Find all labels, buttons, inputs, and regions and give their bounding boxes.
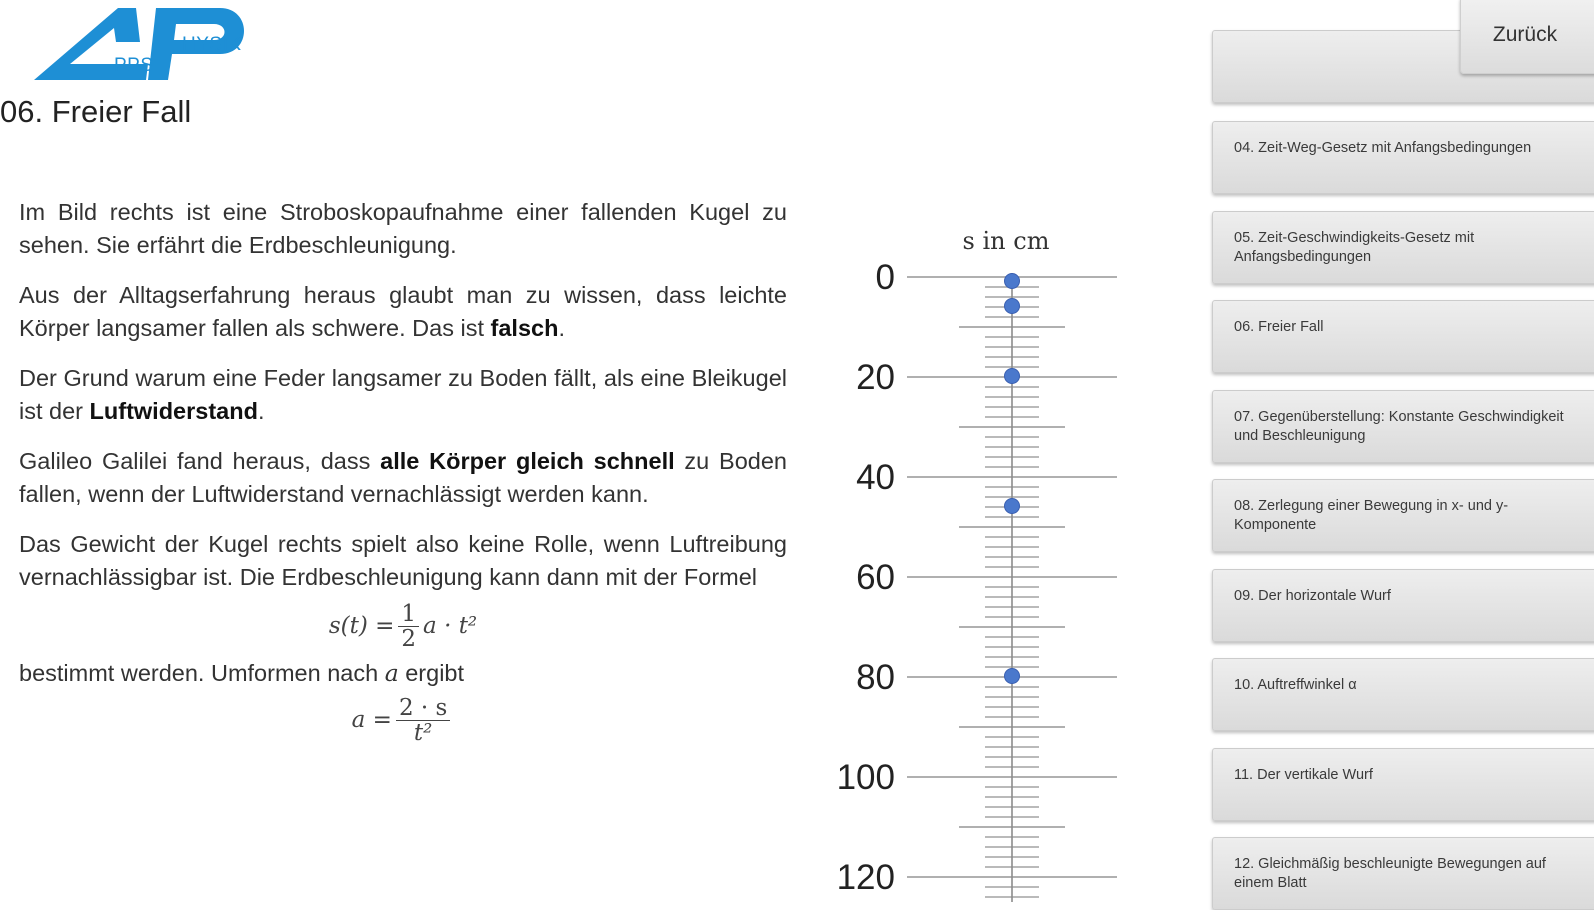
nav-item[interactable]: 06. Freier Fall (1212, 300, 1594, 373)
paragraph: Im Bild rechts ist eine Stroboskopaufnahme einer fallenden Kugel zu sehen. Sie erfährt die Erdbeschleunigung. (19, 199, 787, 258)
nav-item[interactable]: 04. Zeit-Weg-Gesetz mit Anfangsbedingungen (1212, 121, 1594, 194)
nav-item[interactable]: 05. Zeit-Geschwindigkeits-Gesetz mit Anfangsbedingungen (1212, 211, 1594, 284)
logo-text-hysik: HYSIK (182, 34, 242, 55)
tick-label: 100 (836, 758, 895, 797)
axis-label: s in cm (962, 227, 1050, 255)
nav-item[interactable]: 11. Der vertikale Wurf (1212, 748, 1594, 821)
falling-ball (1005, 274, 1020, 289)
paragraph: Aus der Alltagserfahrung heraus glaubt man zu wissen, dass leichte Körper langsamer fallen als schwere. Das ist falsch. (19, 282, 787, 341)
formula-free-fall: s(t) = $\frac{1}{2}$ a · t² (328, 601, 478, 653)
nav-item[interactable]: 07. Gegenüberstellung: Konstante Geschwindigkeit und Beschleunigung (1212, 390, 1594, 463)
formula-acceleration: a = $\frac{2 \cdot s}{\text{t²}}$ (19, 696, 787, 745)
tick-label: 80 (856, 658, 895, 697)
tick-label: 40 (856, 458, 895, 497)
nav-item[interactable]: 08. Zerlegung einer Bewegung in x- und y-Komponente (1212, 479, 1594, 552)
paragraph: Galileo Galilei fand heraus, dass alle Körper gleich schnell zu Boden fallen, wenn der Luftwiderstand vernachlässigt werden kann. (19, 448, 787, 507)
page-title: 06. Freier Fall (0, 94, 192, 129)
nav-item[interactable]: 12. Gleichmäßig beschleunigte Bewegungen auf einem Blatt (1212, 837, 1594, 910)
app-logo (30, 2, 260, 82)
paragraph: Der Grund warum eine Feder langsamer zu Boden fällt, als eine Bleikugel ist der Luftwiderstand. (19, 365, 787, 424)
falling-ball (1005, 369, 1020, 384)
tick-label: 60 (856, 558, 895, 597)
falling-ball (1005, 499, 1020, 514)
falling-ball (1005, 299, 1020, 314)
paragraph: bestimmt werden. Umformen nach a ergibt (19, 659, 465, 688)
back-button[interactable]: Zurück (1460, 0, 1594, 74)
stroboscope-scale (830, 222, 1130, 902)
paragraph: Das Gewicht der Kugel rechts spielt also keine Rolle, wenn Luftreibung vernachlässigbar ist. Die Erdbeschleunigung kann dann mit der Formel (19, 531, 787, 590)
scale-graphic (830, 222, 1130, 902)
tick-label: 0 (875, 258, 895, 297)
nav-item[interactable]: 09. Der horizontale Wurf (1212, 569, 1594, 642)
falling-ball (1005, 669, 1020, 684)
tick-label: 20 (856, 358, 895, 397)
logo-text-pps: PPS (114, 55, 154, 76)
article-body (19, 196, 787, 752)
tick-label: 120 (836, 858, 895, 897)
nav-item[interactable]: 10. Auftreffwinkel α (1212, 658, 1594, 731)
